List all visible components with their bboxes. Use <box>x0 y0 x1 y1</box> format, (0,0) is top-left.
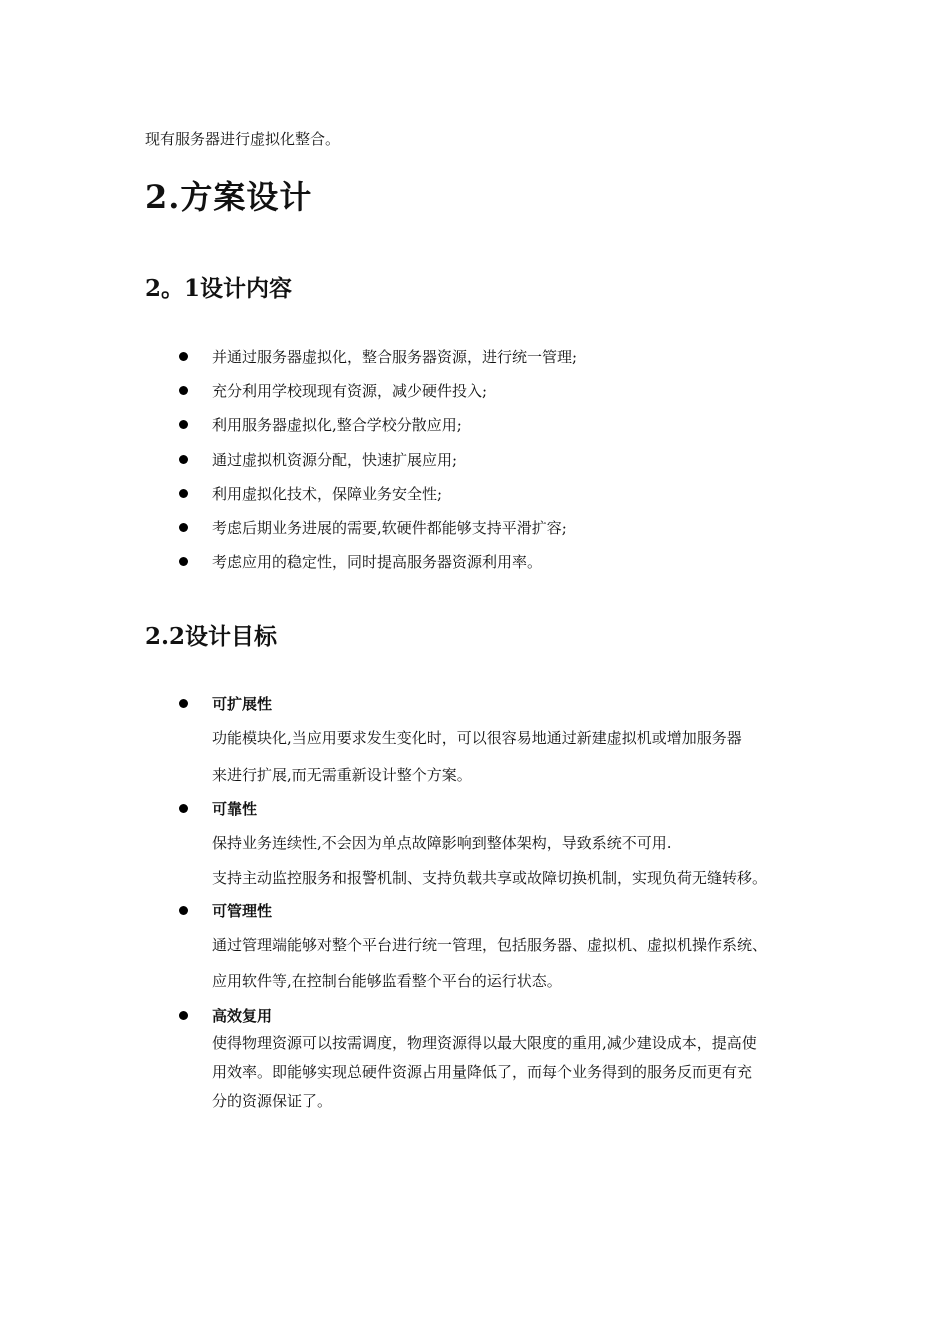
subsection-heading-design-content: 2。1设计内容 <box>145 275 293 302</box>
goal-text-line: 应用软件等,在控制台能够监看整个平台的运行状态。 <box>212 972 562 990</box>
goal-text-line: 使得物理资源可以按需调度，物理资源得以最大限度的重用,减少建设成本，提高使 <box>212 1034 757 1052</box>
bullet-icon <box>179 352 188 361</box>
goal-label: 可管理性 <box>212 902 273 920</box>
list-item: 充分利用学校现现有资源，减少硬件投入; <box>212 382 488 400</box>
intro-text: 现有服务器进行虚拟化整合。 <box>145 130 341 148</box>
list-item: 通过虚拟机资源分配，快速扩展应用; <box>212 451 458 469</box>
goal-label: 可扩展性 <box>212 695 273 713</box>
bullet-icon <box>179 455 188 464</box>
goal-text-line: 用效率。即能够实现总硬件资源占用量降低了，而每个业务得到的服务反而更有充 <box>212 1063 753 1081</box>
bullet-icon <box>179 420 188 429</box>
goal-text-line: 通过管理端能够对整个平台进行统一管理，包括服务器、虚拟机、虚拟机操作系统、 <box>212 936 768 954</box>
bullet-icon <box>179 906 188 915</box>
goal-label: 可靠性 <box>212 800 258 818</box>
goal-text-line: 来进行扩展,而无需重新设计整个方案。 <box>212 766 472 784</box>
goal-text-line: 分的资源保证了。 <box>212 1092 333 1110</box>
goal-text-line: 保持业务连续性,不会因为单点故障影响到整体架构，导致系统不可用. <box>212 834 672 852</box>
list-item: 考虑应用的稳定性，同时提高服务器资源利用率。 <box>212 553 543 571</box>
goal-text-line: 功能模块化,当应用要求发生变化时，可以很容易地通过新建虚拟机或增加服务器 <box>212 729 742 747</box>
subsection-heading-design-goals: 2.2设计目标 <box>145 623 278 650</box>
bullet-icon <box>179 699 188 708</box>
bullet-icon <box>179 523 188 532</box>
bullet-icon <box>179 804 188 813</box>
goal-text-line: 支持主动监控服务和报警机制、支持负载共享或故障切换机制，实现负荷无缝转移。 <box>212 869 768 887</box>
list-item: 考虑后期业务进展的需要,软硬件都能够支持平滑扩容; <box>212 519 567 537</box>
list-item: 利用虚拟化技术，保障业务安全性; <box>212 485 443 503</box>
bullet-icon <box>179 1011 188 1020</box>
bullet-icon <box>179 489 188 498</box>
section-heading: 2.方案设计 <box>145 178 313 216</box>
list-item: 并通过服务器虚拟化，整合服务器资源，进行统一管理; <box>212 348 578 366</box>
list-item: 利用服务器虚拟化,整合学校分散应用; <box>212 416 462 434</box>
goal-label: 高效复用 <box>212 1007 273 1025</box>
bullet-icon <box>179 557 188 566</box>
bullet-icon <box>179 386 188 395</box>
